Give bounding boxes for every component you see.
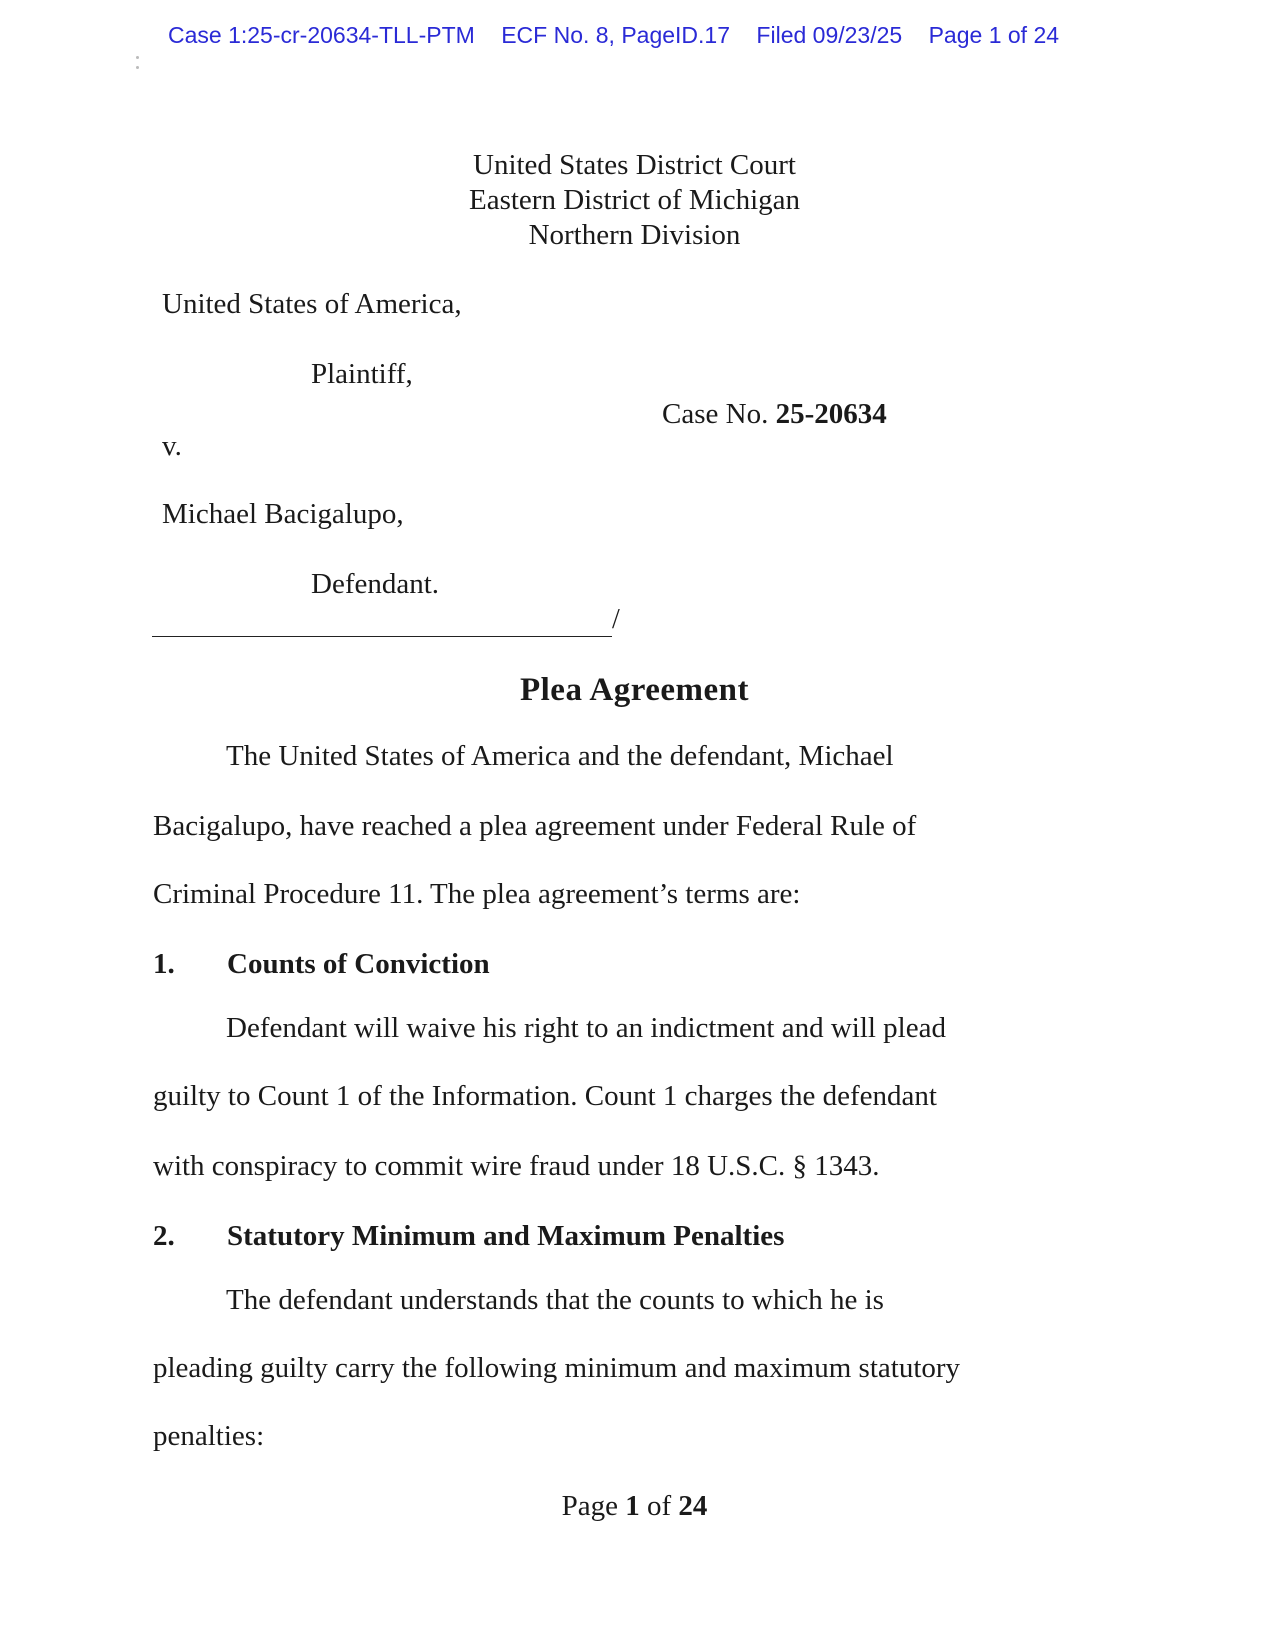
ecf-document-number: ECF No. 8, PageID.17 [501, 22, 731, 48]
section-2-line-2: pleading guilty carry the following minimum and maximum statutory [153, 1352, 961, 1384]
court-division: Northern Division [528, 219, 741, 251]
section-1-number: 1. [153, 948, 175, 980]
section-2-number: 2. [153, 1220, 175, 1252]
caption-slash: / [612, 604, 620, 635]
page-footer-current: 1 [625, 1490, 640, 1522]
case-number-value: 25-20634 [775, 398, 887, 430]
section-2-line-1: The defendant understands that the counts to which he is [226, 1284, 884, 1316]
section-1-title: Counts of Conviction [227, 948, 490, 980]
versus: v. [162, 430, 182, 462]
scan-speck [136, 66, 139, 69]
section-2-line-3: penalties: [153, 1420, 265, 1452]
court-name: United States District Court [473, 149, 796, 181]
section-1-line-2: guilty to Count 1 of the Information. Count 1 charges the defendant [153, 1080, 937, 1112]
ecf-page-count: Page 1 of 24 [928, 22, 1060, 48]
section-1-line-3: with conspiracy to commit wire fraud under 18 U.S.C. § 1343. [153, 1150, 880, 1182]
page-footer-total: 24 [678, 1490, 708, 1522]
case-number-label: Case No. [662, 398, 769, 430]
ecf-filing-header [168, 22, 1059, 49]
section-2-title: Statutory Minimum and Maximum Penalties [227, 1220, 785, 1252]
intro-line-2: Bacigalupo, have reached a plea agreement under Federal Rule of [153, 810, 917, 842]
court-district: Eastern District of Michigan [469, 184, 800, 216]
page-footer-of: of [646, 1490, 672, 1522]
defendant-name: Michael Bacigalupo, [162, 498, 404, 530]
section-1-line-1: Defendant will waive his right to an indictment and will plead [226, 1012, 946, 1044]
scan-speck [136, 56, 139, 59]
defendant-label: Defendant. [311, 568, 440, 600]
ecf-case-number: Case 1:25-cr-20634-TLL-PTM [168, 22, 475, 48]
page-footer-prefix: Page [561, 1490, 618, 1522]
plaintiff-label: Plaintiff, [311, 358, 413, 390]
case-number [662, 398, 887, 431]
section-1-heading [153, 948, 490, 981]
page-footer [0, 1490, 1269, 1523]
document-title: Plea Agreement [519, 672, 750, 708]
intro-line-1: The United States of America and the defendant, Michael [226, 740, 894, 772]
section-2-heading [153, 1220, 784, 1253]
plaintiff-name: United States of America, [162, 288, 462, 320]
ecf-filed-date: Filed 09/23/25 [756, 22, 903, 48]
caption-divider [152, 636, 612, 637]
intro-line-3: Criminal Procedure 11. The plea agreement’s terms are: [153, 878, 801, 910]
court-caption [0, 148, 1269, 253]
